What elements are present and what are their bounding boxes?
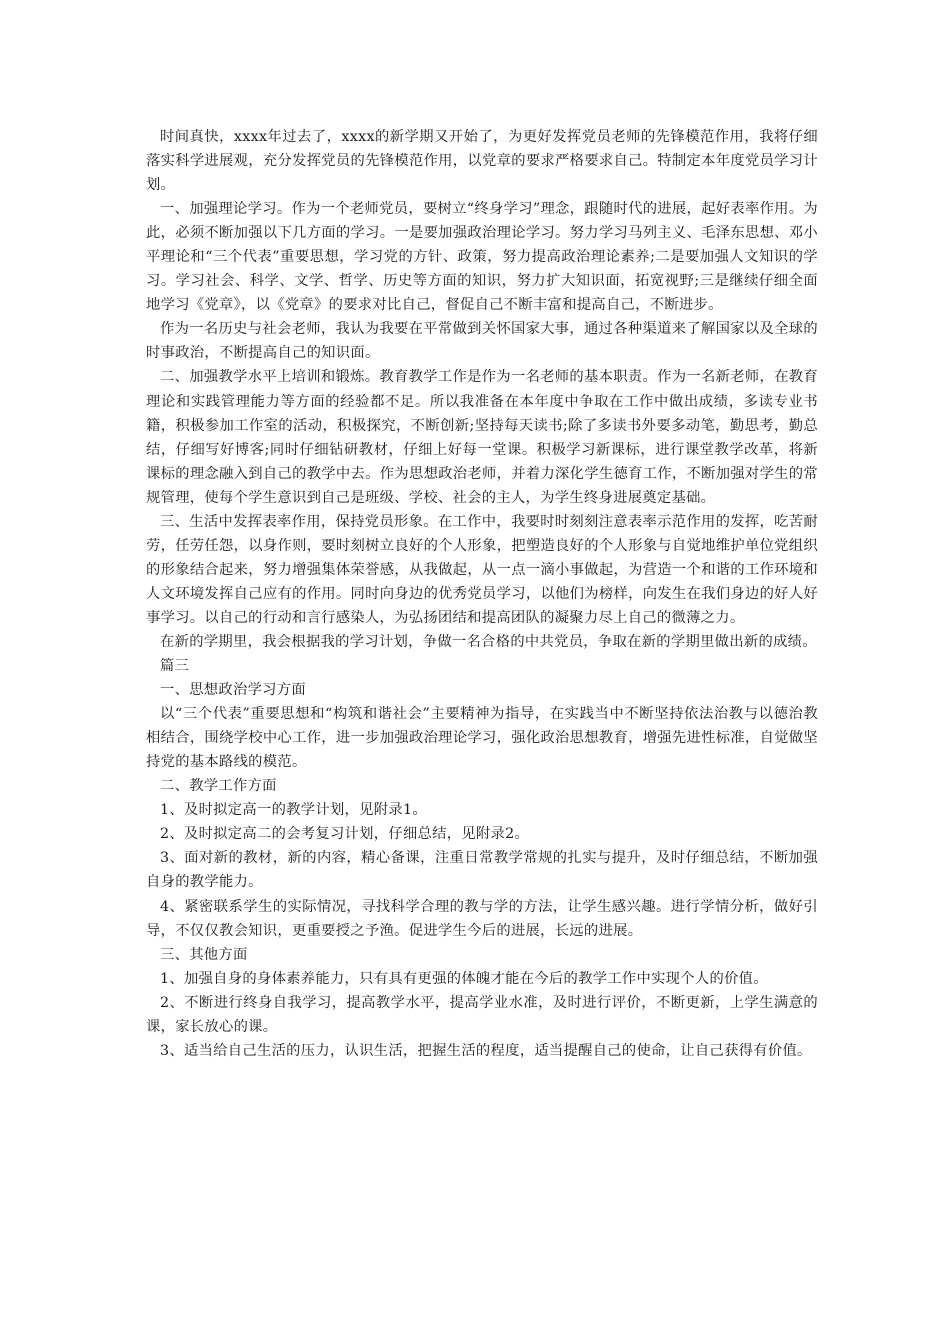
paragraph-theory-study: 一、加强理论学习。作为一个老师党员，要树立“终身学习”理念，跟随时代的进展，起好表率作用。为此，必须不断加强以下几方面的学习。一是要加强政治理论学习。努力学习马列主义、毛泽东思想、邓小平理论和“三个代表”重要思想，学习党的方针、政策，努力提高政治理论素养;二是要加强人文知识的学习。学习社会、科学、文学、哲学、历史等方面的知识，努力扩大知识面，拓宽视野;三是继续仔细全面地学习《党章》，以《党章》的要求对比自己，督促自己不断丰富和提高自己，不断进步。 xyxy=(146,201,818,314)
list-item-other-1: 1、加强自身的身体素养能力，只有具有更强的体魄才能在今后的教学工作中实现个人的价值。 xyxy=(160,970,768,987)
paragraph-political-study: 以“三个代表”重要思想和“构筑和谐社会”主要精神为指导，在实践当中不断坚持依法治教与以德治教相结合，围绕学校中心工作，进一步加强政治理论学习，强化政治思想教育，增强先进性标准，自觉做坚持党的基本路线的模范。 xyxy=(146,706,818,771)
paragraph-history-teacher: 作为一名历史与社会老师，我认为我要在平常做到关怀国家大事，通过各种渠道来了解国家以及全球的时事政治，不断提高自己的知识面。 xyxy=(146,321,818,362)
paragraph-intro: 时间真快，xxxx年过去了，xxxx的新学期又开始了，为更好发挥党员老师的先锋模范作用，我将仔细落实科学进展观，充分发挥党员的先锋模范作用，以党章的要求严格要求自己。特制定本年度党员学习计划。 xyxy=(146,129,818,194)
paragraph-new-semester: 在新的学期里，我会根据我的学习计划，争做一名合格的中共党员，争取在新的学期里做出新的成绩。 xyxy=(160,633,817,650)
list-item-other-3: 3、适当给自己生活的压力，认识生活，把握生活的程度，适当提醒自己的使命，让自己获得有价值。 xyxy=(160,1042,812,1059)
subheading-other: 三、其他方面 xyxy=(160,946,248,963)
list-item-teaching-1: 1、及时拟定高一的教学计划，见附录1。 xyxy=(160,802,427,819)
subheading-political-study: 一、思想政治学习方面 xyxy=(160,682,306,699)
paragraph-role-model: 三、生活中发挥表率作用，保持党员形象。在工作中，我要时时刻刻注意表率示范作用的发挥，吃苦耐劳，任劳任怨，以身作则，要时刻树立良好的个人形象，把塑造良好的个人形象与自觉地维护单位党组织的形象结合起来，努力增强集体荣誉感，从我做起，从一点一滴小事做起，为营造一个和谐的工作环境和人文环境发挥自己应有的作用。同时向身边的优秀党员学习，以他们为榜样，向发生在我们身边的好人好事学习。以自己的行动和言行感染人，为弘扬团结和提高团队的凝聚力尽上自己的微薄之力。 xyxy=(146,513,818,626)
list-item-teaching-2: 2、及时拟定高二的会考复习计划，仔细总结，见附录2。 xyxy=(160,826,530,843)
list-item-teaching-4: 4、紧密联系学生的实际情况，寻找科学合理的教与学的方法，让学生感兴趣。进行学情分析，做好引导，不仅仅教会知识，更重要授之予渔。促进学生今后的进展，长远的进展。 xyxy=(146,898,818,939)
list-item-other-2: 2、不断进行终身自我学习，提高教学水平，提高学业水准，及时进行评价，不断更新，上学生满意的课，家长放心的课。 xyxy=(146,994,818,1035)
document-body xyxy=(146,125,818,1063)
section-heading-part-three: 篇三 xyxy=(160,658,190,675)
subheading-teaching-work: 二、教学工作方面 xyxy=(160,778,277,795)
list-item-teaching-3: 3、面对新的教材，新的内容，精心备课，注重日常教学常规的扎实与提升，及时仔细总结，不断加强自身的教学能力。 xyxy=(146,850,818,891)
paragraph-teaching-training: 二、加强教学水平上培训和锻炼。教育教学工作是作为一名老师的基本职责。作为一名新老师，在教育理论和实践管理能力等方面的经验都不足。所以我准备在本年度中争取在工作中做出成绩，多读专业书籍，积极参加工作室的活动，积极探究，不断创新;坚持每天读书;除了多读书外要多动笔，勤思考，勤总结，仔细写好博客;同时仔细钻研教材，仔细上好每一堂课。积极学习新课标，进行课堂教学改革，将新课标的理念融入到自己的教学中去。作为思想政治老师，并着力深化学生德育工作，不断加强对学生的常规管理，使每个学生意识到自己是班级、学校、社会的主人，为学生终身进展奠定基础。 xyxy=(146,369,818,506)
